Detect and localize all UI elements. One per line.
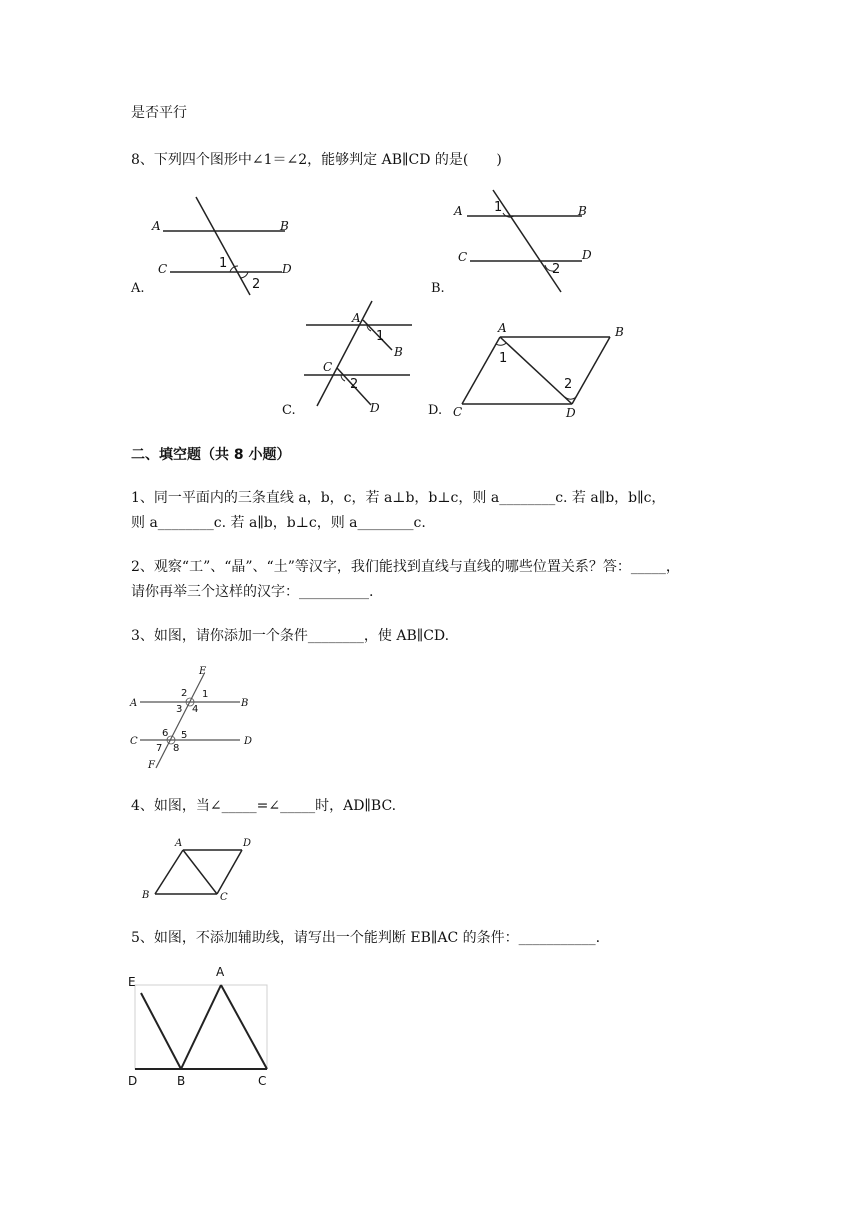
- q4-label-B: B: [142, 890, 150, 901]
- fig-a-label-B: B: [280, 219, 289, 233]
- q3-label-A: A: [130, 698, 138, 709]
- fig-c-label-B: B: [394, 345, 403, 359]
- q8-figure-c: [300, 298, 443, 418]
- fill-q3-text: 3、如图，请你添加一个条件________，使 AB∥CD.: [131, 628, 450, 644]
- q8-figure-a: [130, 190, 330, 310]
- option-c-label: C.: [282, 403, 296, 418]
- q8-figure-d: [450, 320, 650, 430]
- continuation-text: 是否平行: [131, 105, 187, 121]
- fig-a-num-1: 1: [219, 256, 228, 271]
- fig-d-label-A: A: [498, 321, 507, 335]
- q3-num-8: 8: [173, 743, 180, 754]
- fig-c-label-A: A: [352, 311, 361, 325]
- fill-q2-line-2: 请你再举三个这样的汉字：__________.: [131, 584, 374, 600]
- fig-d-label-C: C: [453, 405, 463, 419]
- fig-c-label-C: C: [323, 360, 333, 374]
- q5-label-B: B: [177, 1074, 186, 1088]
- q5-label-D: D: [128, 1074, 138, 1088]
- fill-q4-text: 4、如图，当∠_____=∠_____时，AD∥BC.: [131, 798, 397, 814]
- q5-label-C: C: [258, 1074, 267, 1088]
- q4-figure: [138, 834, 268, 904]
- fig-d-num-1: 1: [499, 351, 508, 366]
- q4-label-A: A: [175, 838, 183, 849]
- fig-b-label-B: B: [578, 204, 587, 218]
- fig-b-num-2: 2: [552, 262, 561, 277]
- section-2-title: 二、填空题（共 8 小题）: [131, 447, 291, 463]
- q3-label-C: C: [130, 736, 138, 747]
- fig-b-num-1: 1: [494, 200, 503, 215]
- q3-num-1: 1: [202, 689, 209, 700]
- q4-label-D: D: [243, 838, 252, 849]
- fig-c-label-D: D: [370, 401, 380, 415]
- fig-c-num-2: 2: [350, 377, 359, 392]
- q5-label-E: E: [128, 975, 136, 989]
- fill-q1-line-1: 1、同一平面内的三条直线 a，b，c，若 a⊥b，b⊥c，则 a________c. 若 a∥b，b∥c，: [131, 490, 666, 506]
- option-b-label: B.: [431, 281, 445, 296]
- q3-figure: [128, 662, 268, 777]
- q3-num-7: 7: [156, 743, 163, 754]
- fig-d-label-D: D: [566, 406, 576, 420]
- question-8-stem: 8、下列四个图形中∠1＝∠2，能够判定 AB∥CD 的是( ): [131, 152, 502, 168]
- fig-b-label-D: D: [582, 248, 592, 262]
- q3-label-E: E: [199, 666, 207, 677]
- q5-label-A: A: [216, 965, 225, 979]
- fill-q1-line-2: 则 a________c. 若 a∥b，b⊥c，则 a________c.: [131, 515, 426, 531]
- fig-b-label-C: C: [458, 250, 468, 264]
- q3-label-B: B: [241, 698, 249, 709]
- q3-num-6: 6: [162, 728, 169, 739]
- q3-num-4: 4: [192, 704, 199, 715]
- fig-a-label-D: D: [282, 262, 292, 276]
- q4-label-C: C: [220, 892, 228, 903]
- option-a-label: A.: [131, 281, 145, 296]
- fig-a-num-2: 2: [252, 277, 261, 292]
- fig-d-num-2: 2: [564, 377, 573, 392]
- q5-figure: [124, 963, 274, 1088]
- fig-c-num-1: 1: [376, 329, 385, 344]
- fill-q5-text: 5、如图，不添加辅助线，请写出一个能判断 EB∥AC 的条件：___________.: [131, 930, 601, 946]
- q3-label-D: D: [244, 736, 253, 747]
- fig-a-label-A: A: [152, 219, 161, 233]
- option-d-label: D.: [428, 403, 443, 418]
- fig-d-label-B: B: [615, 325, 624, 339]
- fig-b-label-A: A: [454, 204, 463, 218]
- q3-num-5: 5: [181, 730, 188, 741]
- fig-a-label-C: C: [158, 262, 168, 276]
- q3-num-2: 2: [181, 688, 188, 699]
- q3-num-3: 3: [176, 704, 183, 715]
- q8-figure-b: [430, 185, 630, 305]
- fill-q2-line-1: 2、观察“工”、“晶”、“土”等汉字，我们能找到直线与直线的哪些位置关系？答：_____，: [131, 559, 680, 575]
- q3-label-F: F: [148, 760, 155, 771]
